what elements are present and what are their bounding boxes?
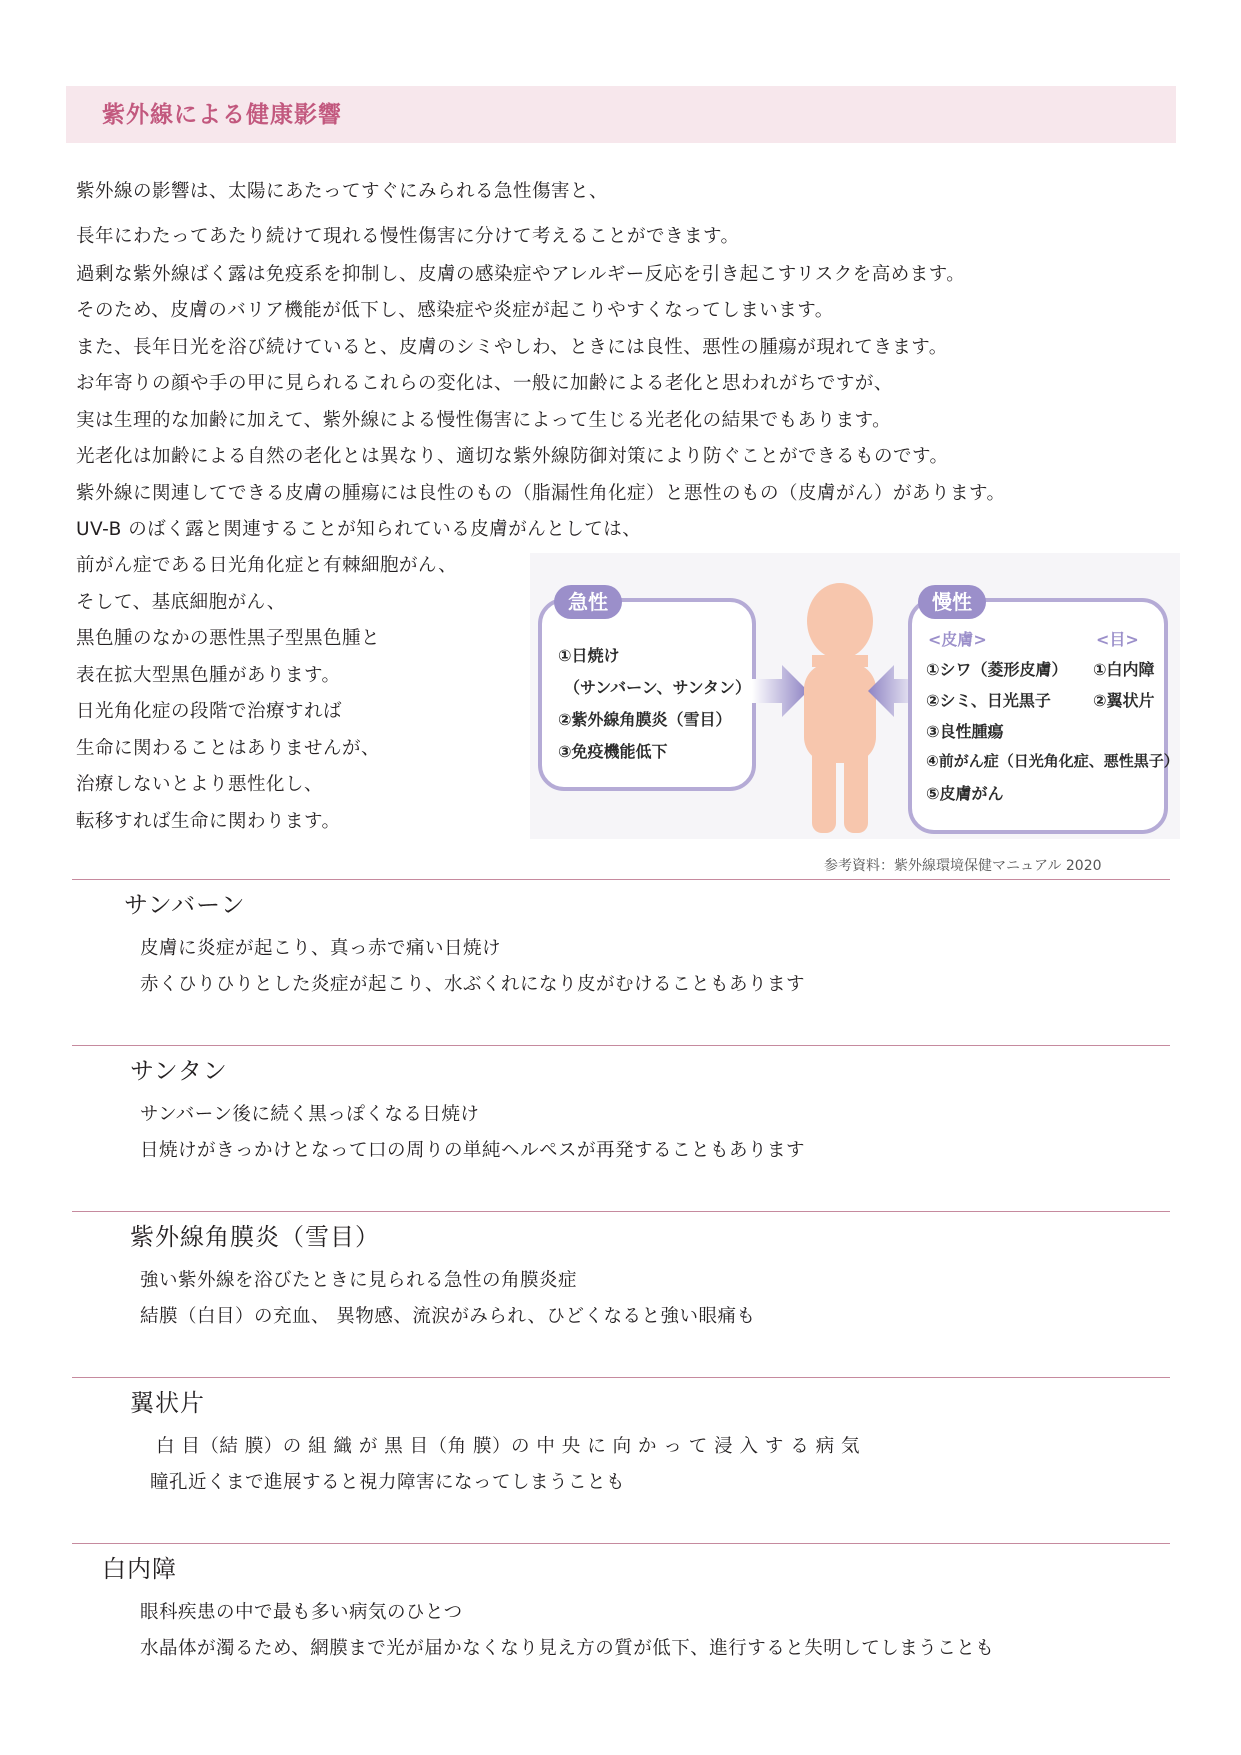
intro-line: 転移すれば生命に関わります。 bbox=[76, 811, 341, 832]
intro-line: 過剰な紫外線ばく露は免疫系を抑制し、皮膚の感染症やアレルギー反応を引き起こすリスクを高めます。 bbox=[76, 264, 966, 285]
intro-line: 治療しないとより悪性化し、 bbox=[76, 774, 324, 795]
term-desc: 日焼けがきっかけとなって口の周りの単純ヘルペスが再発することもあります bbox=[140, 1140, 806, 1161]
intro-line: そのため、皮膚のバリア機能が低下し、感染症や炎症が起こりやすくなってしまいます。 bbox=[76, 300, 834, 321]
section-divider bbox=[72, 1543, 1170, 1544]
term-title-photokeratitis: 紫外線角膜炎（雪目） bbox=[130, 1223, 380, 1251]
chronic-eye-heading: <目> bbox=[1096, 630, 1139, 649]
intro-line: 紫外線に関連してできる皮膚の腫瘍には良性のもの（脂漏性角化症）と悪性のもの（皮膚がん）があります。 bbox=[76, 483, 1006, 504]
term-desc: 眼科疾患の中で最も多い病気のひとつ bbox=[140, 1602, 463, 1623]
term-title-sunburn: サンバーン bbox=[124, 891, 246, 919]
intro-line: UV-B のばく露と関連することが知られている皮膚がんとしては、 bbox=[76, 519, 642, 540]
term-title-pterygium: 翼状片 bbox=[130, 1389, 205, 1417]
section-divider bbox=[72, 1377, 1170, 1378]
intro-line: そして、基底細胞がん、 bbox=[76, 592, 286, 613]
term-desc: 強い紫外線を浴びたときに見られる急性の角膜炎症 bbox=[140, 1270, 578, 1291]
page-title: 紫外線による健康影響 bbox=[102, 102, 342, 128]
intro-line: 表在拡大型黒色腫があります。 bbox=[76, 665, 341, 686]
intro-line: 前がん症である日光角化症と有棘細胞がん、 bbox=[76, 555, 458, 576]
chronic-skin-heading: <皮膚> bbox=[928, 630, 987, 649]
chronic-eye-item: ②翼状片 bbox=[1093, 691, 1155, 710]
header-band bbox=[66, 86, 1176, 143]
intro-line: 生命に関わることはありませんが、 bbox=[76, 738, 381, 759]
intro-line: 長年にわたってあたり続けて現れる慢性傷害に分けて考えることができます。 bbox=[76, 226, 740, 247]
term-title-cataract: 白内障 bbox=[102, 1555, 177, 1583]
intro-line: 黒色腫のなかの悪性黒子型黒色腫と bbox=[76, 628, 381, 649]
intro-line: お年寄りの顔や手の甲に見られるこれらの変化は、一般に加齢による老化と思われがちですが、 bbox=[76, 373, 893, 394]
term-desc: 白 目（結 膜）の 組 織 が 黒 目（角 膜）の 中 央 に 向 か っ て 浸 入 す る 病 気 bbox=[156, 1436, 860, 1457]
source-citation: 参考資料：紫外線環境保健マニュアル 2020 bbox=[824, 858, 1102, 874]
term-desc: サンバーン後に続く黒っぽくなる日焼け bbox=[140, 1104, 480, 1125]
intro-line: また、長年日光を浴び続けていると、皮膚のシミやしわ、ときには良性、悪性の腫瘍が現れてきます。 bbox=[76, 337, 948, 358]
intro-line: 実は生理的な加齢に加えて、紫外線による慢性傷害によって生じる光老化の結果でもあります。 bbox=[76, 410, 892, 431]
uv-effects-diagram bbox=[530, 553, 1180, 839]
term-desc: 赤くひりひりとした炎症が起こり、水ぶくれになり皮がむけることもあります bbox=[140, 974, 806, 995]
chronic-tag: 慢性 bbox=[918, 585, 986, 619]
section-divider bbox=[72, 1045, 1170, 1046]
chronic-skin-item: ③良性腫瘍 bbox=[926, 722, 1004, 741]
intro-line: 紫外線の影響は、太陽にあたってすぐにみられる急性傷害と、 bbox=[76, 181, 609, 202]
acute-item: ②紫外線角膜炎（雪目） bbox=[558, 710, 732, 729]
term-desc: 瞳孔近くまで進展すると視力障害になってしまうことも bbox=[150, 1472, 626, 1493]
term-desc: 水晶体が濁るため、網膜まで光が届かなくなり見え方の質が低下、進行すると失明してしまうことも bbox=[140, 1638, 995, 1659]
intro-line: 日光角化症の段階で治療すれば bbox=[76, 701, 343, 722]
chronic-eye-item: ①白内障 bbox=[1093, 660, 1155, 679]
chronic-skin-item: ④前がん症（日光角化症、悪性黒子） bbox=[926, 752, 1179, 770]
chronic-skin-item: ⑤皮膚がん bbox=[926, 784, 1004, 803]
acute-item: （サンバーン、サンタン） bbox=[564, 678, 752, 697]
section-divider bbox=[72, 879, 1170, 880]
term-title-suntan: サンタン bbox=[130, 1057, 228, 1085]
term-desc: 皮膚に炎症が起こり、真っ赤で痛い日焼け bbox=[140, 938, 502, 959]
term-desc: 結膜（白目）の充血、 異物感、流涙がみられ、ひどくなると強い眼痛も bbox=[140, 1306, 756, 1327]
chronic-skin-item: ②シミ、日光黒子 bbox=[926, 691, 1051, 710]
intro-line: 光老化は加齢による自然の老化とは異なり、適切な紫外線防御対策により防ぐことができるものです。 bbox=[76, 446, 949, 467]
acute-item: ①日焼け bbox=[558, 646, 620, 665]
chronic-skin-item: ①シワ（菱形皮膚） bbox=[926, 660, 1068, 679]
acute-item: ③免疫機能低下 bbox=[558, 742, 668, 761]
section-divider bbox=[72, 1211, 1170, 1212]
acute-tag: 急性 bbox=[554, 585, 622, 619]
